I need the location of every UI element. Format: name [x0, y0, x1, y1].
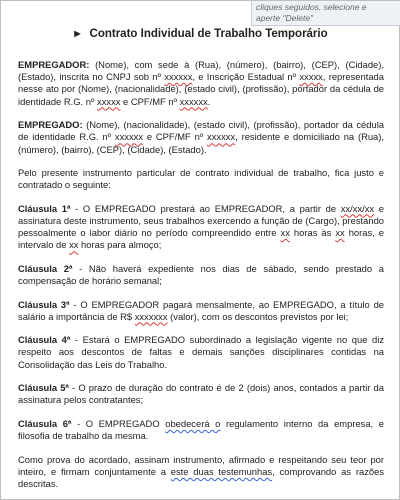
text-span: e CPF/MF nº — [120, 95, 180, 107]
placeholder-x: xxxxxx — [179, 95, 208, 107]
clause-label: Cláusula 3ª — [18, 298, 70, 310]
instruction-tooltip — [251, 1, 400, 26]
text-span: (Nome), com sede à (Rua), (número), (bairro), (CEP), (Cidade), (Estado), inscrita no CNPJ sob nº — [18, 59, 384, 83]
text-span: Como prova do acordado, assinam instrumento, afirmado e respeitando seu teor por inteiro, e firmam conjuntamente a — [18, 453, 384, 477]
text-span: e CPF/MF nº — [143, 131, 208, 143]
paragraph-closing — [18, 454, 384, 491]
title-text: Contrato Individual de Trabalho Temporário — [89, 28, 328, 40]
document-body — [18, 59, 384, 500]
placeholder-x: xxxxxxx — [134, 310, 168, 322]
placeholder-x: xxxxxx — [164, 71, 193, 83]
text-span: regulamento interno da empresa, e filosofia de trabalho da mesma. — [18, 417, 384, 442]
text-span: . — [207, 95, 211, 107]
placeholder-x: xxxxxx — [207, 131, 236, 143]
text-span: - Não haverá expediente nos dias de sábado, sendo prestado a compensação de horário semanal; — [18, 262, 384, 287]
grammar-flagged-text: obedecerá o — [165, 417, 221, 429]
text-span: - Estará o EMPREGADO subordinado a legislação vigente no que diz respeito aos descontos de faltas e demais sanções disciplinares contidas na Consolidação das Leis do Trabalho. — [18, 334, 384, 370]
text-span: - O EMPREGADO — [71, 417, 166, 429]
triangle-right-icon: ▶ — [74, 29, 81, 38]
clause-6 — [18, 418, 384, 442]
text-span: horas às — [289, 227, 336, 239]
text-span: e assinatura deste instrumento, seus trabalhos exercendo a função de (Cargo), prestando pessoalmente o labor diário no período compreendido entre — [18, 202, 384, 239]
placeholder-x: xx — [280, 227, 290, 239]
placeholder-x: xx — [335, 227, 345, 239]
clause-1 — [18, 203, 384, 252]
clause-label: Cláusula 6ª — [18, 417, 72, 429]
grammar-flagged-text: este duas testemunhas — [170, 465, 273, 477]
empregador-label: EMPREGADOR: — [18, 59, 90, 70]
text-span: - O EMPREGADOR pagará mensalmente, ao EMPREGADO, a título de salário a importância de R$ — [18, 298, 384, 322]
text-span: , e Inscrição Estadual nº — [192, 71, 300, 83]
clause-3 — [18, 299, 384, 323]
clause-label: Cláusula 2ª — [18, 262, 73, 274]
text-span: horas para almoço; — [78, 239, 162, 251]
paragraph-intro: Pelo presente instrumento particular de contrato individual de trabalho, fica justo e contratado o seguinte: — [18, 167, 384, 191]
placeholder-x: xxxxx — [97, 95, 121, 107]
placeholder-x: xxxxxx — [114, 131, 144, 143]
empregado-label: EMPREGADO: — [18, 119, 83, 131]
tooltip-line-2: aperte "Delete" — [256, 12, 314, 23]
placeholder-x: xx/xx/xx — [340, 202, 375, 214]
clause-2 — [18, 263, 384, 287]
clause-4 — [18, 334, 384, 371]
text-span: (valor), com os descontos previstos por lei; — [167, 310, 349, 322]
clause-label: Cláusula 1ª — [18, 202, 71, 214]
text-span: , representada nesse ato por (Nome), (nacionalidade), (estado civil), (profissão), portador da cédula de identidade R.G. nº — [18, 71, 384, 107]
paragraph-empregado — [18, 119, 384, 156]
text-span: horas, e intervalo de — [18, 227, 385, 251]
clause-label: Cláusula 5ª — [18, 382, 69, 394]
clause-5 — [18, 382, 384, 406]
document-title — [1, 28, 400, 40]
placeholder-x: xxxxx — [299, 71, 323, 83]
clause-label: Cláusula 4ª — [18, 334, 71, 346]
text-span: (Nome), (nacionalidade), (estado civil), (profissão), portador da cédula de identidade R.G. nº — [18, 119, 384, 143]
text-span: , residente e domiciliado na (Rua), (número), (bairro), (CEP), (Cidade), (Estado). — [18, 131, 385, 155]
tooltip-line-1: cliques seguidos, selecione e — [256, 2, 367, 12]
placeholder-x: xx — [69, 239, 79, 251]
text-span: - O prazo de duração do contrato é de 2 (dois) anos, contados a partir da assinatura pelos contratantes; — [18, 382, 384, 406]
text-span: - O EMPREGADO prestará ao EMPREGADOR, a partir de — [70, 202, 341, 214]
text-span: , comprovando as razões descritas. — [18, 465, 385, 489]
paragraph-empregador — [18, 59, 384, 108]
